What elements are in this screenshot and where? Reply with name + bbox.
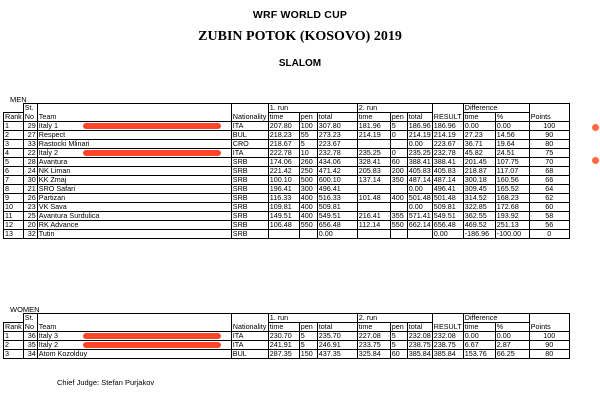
cell-rank: 5 (4, 158, 24, 167)
cell-t2: 181.96 (357, 122, 390, 131)
cell-t2 (357, 230, 390, 239)
cell-p2: 0 (390, 149, 407, 158)
cell-result: 405.83 (432, 167, 463, 176)
cell-t2: 227.08 (357, 332, 390, 341)
cell-pct: 117.07 (495, 167, 529, 176)
men-header-row-2 (4, 113, 570, 122)
cell-rank: 2 (4, 131, 24, 140)
cell-t2: 235.25 (357, 149, 390, 158)
cell-p2: 0 (390, 131, 407, 140)
table-row (4, 149, 570, 158)
cell-t1: 109.81 (268, 203, 299, 212)
cell-diff: 218.87 (463, 167, 495, 176)
cell-tot2: 238.75 (408, 340, 431, 349)
cell-result: 0.00 (432, 230, 463, 239)
cell-no: 27 (23, 131, 37, 140)
table-row (4, 140, 570, 149)
cell-diff: 6.67 (463, 341, 495, 350)
cell-diff: 153.76 (463, 350, 495, 359)
cell-pct: 24.51 (495, 149, 529, 158)
redaction-bar (83, 333, 221, 339)
cell-tot1: 223.67 (317, 140, 357, 149)
cell-t1: 100.10 (268, 176, 299, 185)
cell-result: 214.19 (432, 131, 463, 140)
team-header: Team (37, 113, 231, 122)
cell-t2 (357, 140, 390, 149)
cell-team: Atom Kozolduy (37, 350, 231, 359)
cell-t1: 241.91 (268, 341, 299, 350)
cell-p2: 350 (390, 176, 407, 185)
cell-points: 56 (529, 221, 569, 230)
redaction-bar (83, 150, 221, 156)
cell-pct: 251.13 (495, 221, 529, 230)
cell-team: NK Liman (37, 167, 231, 176)
table-row (4, 221, 570, 230)
men-header-row-1 (4, 104, 570, 113)
cell-rank: 6 (4, 167, 24, 176)
cell-no: 20 (23, 221, 37, 230)
cell-tot2: 388.41 (408, 157, 431, 166)
cell-diff: 201.45 (463, 158, 495, 167)
women-header-row-2 (4, 323, 570, 332)
women-header-row-1 (4, 314, 570, 323)
cell-p1: 55 (299, 131, 317, 140)
cell-team: KK Zmaj (37, 176, 231, 185)
cell-t2: 325.84 (357, 350, 390, 359)
cell-points: 66 (529, 176, 569, 185)
cell-rank: 8 (4, 185, 24, 194)
cell-diff: 0.00 (463, 122, 495, 131)
cell-result: 388.41 (432, 158, 463, 167)
table-row (4, 131, 570, 140)
nationality-header: Nationality (232, 322, 267, 331)
difference-header: Difference (463, 104, 529, 113)
cell-result: 487.14 (432, 176, 463, 185)
cell-t1 (268, 230, 299, 239)
cell-diff: 300.18 (463, 176, 495, 185)
cell-tot2: 571.41 (408, 211, 431, 220)
cell-nat: SRB (231, 212, 268, 221)
st-header: St. (23, 314, 37, 323)
cell-team: Respect (37, 131, 231, 140)
cell-tot1: 232.78 (317, 149, 357, 158)
cell-result: 223.67 (432, 140, 463, 149)
cell-nat: SRB (231, 185, 268, 194)
run1-header: 1. run (268, 104, 357, 113)
cell-p1: 5 (299, 332, 317, 341)
st-header: St. (23, 104, 37, 113)
cell-result: 232.78 (432, 149, 463, 158)
cell-result: 656.48 (432, 221, 463, 230)
points-header: Points (529, 323, 569, 332)
cell-tot2: 501.48 (408, 193, 431, 202)
cell-pct: 165.52 (495, 185, 529, 194)
cell-p2: 355 (390, 212, 407, 221)
cell-nat: ITA (231, 149, 268, 158)
cell-tot1: 600.10 (317, 176, 357, 185)
cell-result: 496.41 (432, 185, 463, 194)
cell-nat: SRB (231, 221, 268, 230)
cell-rank: 11 (4, 212, 24, 221)
cell-p1: 5 (299, 140, 317, 149)
cell-points: 75 (529, 149, 569, 158)
highlight-marker-icon (592, 124, 599, 131)
difference-header: Difference (463, 314, 529, 323)
cell-rank: 9 (4, 194, 24, 203)
cell-pct: 2.87 (495, 341, 529, 350)
cell-points: 0 (529, 230, 569, 239)
cell-tot1: 235.70 (317, 332, 357, 341)
cell-tot1: 496.41 (317, 185, 357, 194)
cell-rank: 10 (4, 203, 24, 212)
cell-rank: 4 (4, 149, 24, 158)
cell-result: 501.48 (432, 194, 463, 203)
cell-t2 (357, 185, 390, 194)
cell-points: 80 (529, 350, 569, 359)
table-row (4, 185, 570, 194)
time-header: time (357, 113, 390, 122)
cell-tot2: 662.14 (408, 220, 431, 229)
cell-diff: 45.82 (463, 149, 495, 158)
cell-t1: 149.51 (268, 212, 299, 221)
cell-pct: 0.00 (495, 332, 529, 341)
time-header: time (268, 113, 299, 122)
cell-t2: 233.75 (357, 341, 390, 350)
cell-pct: 168.23 (495, 194, 529, 203)
cell-nat: ITA (231, 332, 268, 341)
cell-no: 34 (23, 350, 37, 359)
cell-tot2: 0.00 (407, 185, 432, 194)
cell-tot2: 405.83 (408, 166, 431, 175)
cell-points: 80 (529, 140, 569, 149)
cell-p2 (390, 203, 407, 212)
cell-nat: BUL (231, 131, 268, 140)
cell-team: Tutin (37, 230, 231, 239)
cell-rank: 1 (4, 332, 24, 341)
cell-p2: 550 (390, 221, 407, 230)
men-section-label: MEN (10, 95, 27, 104)
cell-no: 26 (23, 194, 37, 203)
cell-tot1: 516.33 (317, 194, 357, 203)
cell-p1: 10 (299, 149, 317, 158)
cell-t1: 174.06 (268, 158, 299, 167)
time-header: time (463, 113, 495, 122)
cell-tot1: 434.06 (317, 158, 357, 167)
cell-points: 70 (529, 158, 569, 167)
cell-nat: SRB (231, 158, 268, 167)
rank-header: Rank (5, 112, 22, 121)
cell-tot1: 471.42 (317, 167, 357, 176)
cell-tot2: 214.19 (408, 130, 431, 139)
cell-p2: 5 (390, 341, 407, 350)
redaction-bar (83, 123, 221, 129)
cell-pct: 160.56 (495, 176, 529, 185)
cell-tot1: 509.81 (317, 203, 357, 212)
table-row (4, 176, 570, 185)
cell-team: VK Sava (37, 203, 231, 212)
cell-p1: 500 (299, 176, 317, 185)
pct-header: % (495, 323, 529, 332)
cell-tot1: 437.35 (317, 350, 357, 359)
cell-diff: -186.96 (463, 230, 495, 239)
redaction-bar (83, 342, 221, 348)
cell-p2: 400 (390, 194, 407, 203)
cell-no: 24 (23, 167, 37, 176)
run2-header: 2. run (357, 104, 432, 113)
pen-header: pen (390, 113, 407, 122)
cell-diff: 36.71 (463, 140, 495, 149)
cell-rank: 7 (4, 176, 24, 185)
cell-pct: 193.92 (495, 212, 529, 221)
cell-diff: 469.52 (463, 221, 495, 230)
cell-points: 60 (529, 203, 569, 212)
cell-nat: SRB (231, 167, 268, 176)
cell-team: Italy 3 (37, 332, 231, 341)
cell-t1: 196.41 (268, 185, 299, 194)
cell-nat: CRO (231, 140, 268, 149)
cell-tot1: 0.00 (317, 230, 357, 239)
cell-nat: ITA (231, 122, 268, 131)
cell-t1: 222.78 (268, 149, 299, 158)
cell-t1: 230.70 (268, 332, 299, 341)
cell-t1: 221.42 (268, 167, 299, 176)
men-results-table (3, 103, 570, 239)
discipline-title: SLALOM (278, 58, 322, 69)
cell-p2: 5 (390, 122, 407, 131)
cell-nat: SRB (231, 230, 268, 239)
cell-t1: 106.48 (268, 221, 299, 230)
cell-t1: 218.67 (268, 140, 299, 149)
cell-nat: SRB (231, 194, 268, 203)
cell-result: 186.96 (432, 122, 463, 131)
cell-p2 (390, 230, 407, 239)
cell-p1: 300 (299, 185, 317, 194)
cell-no: 29 (23, 122, 37, 131)
event-title: ZUBIN POTOK (KOSOVO) 2019 (198, 29, 402, 44)
cell-p1: 400 (299, 203, 317, 212)
table-row (4, 230, 570, 239)
result-header: RESULT (433, 322, 462, 331)
cell-rank: 3 (4, 140, 24, 149)
cell-no: 23 (23, 203, 37, 212)
cell-points: 64 (529, 185, 569, 194)
cell-t2: 328.41 (357, 158, 390, 167)
table-row (4, 350, 570, 359)
pen-header: pen (299, 113, 317, 122)
cell-no: 21 (23, 185, 37, 194)
points-header: Points (529, 113, 569, 122)
cell-pct: -100.00 (495, 230, 529, 239)
rank-header: Rank (5, 322, 22, 331)
cell-t2: 216.41 (357, 212, 390, 221)
cell-t1: 287.35 (268, 350, 299, 359)
cell-pct: 0.00 (495, 122, 529, 131)
cell-t2: 112.14 (357, 221, 390, 230)
cell-p1 (299, 230, 317, 239)
cell-t1: 218.23 (268, 131, 299, 140)
run1-header: 1. run (268, 314, 357, 323)
cell-team: Partizan (37, 194, 231, 203)
highlight-marker-icon (592, 157, 599, 164)
cell-rank: 3 (4, 350, 24, 359)
total-header: total (317, 113, 357, 122)
cell-pct: 14.56 (495, 131, 529, 140)
cell-tot1: 273.23 (317, 131, 357, 140)
cell-result: 509.81 (432, 203, 463, 212)
cell-team: SRO Safari (37, 185, 231, 194)
cell-rank: 2 (4, 341, 24, 350)
cell-p1: 5 (299, 341, 317, 350)
no-header: No (23, 113, 37, 122)
cell-t2 (357, 203, 390, 212)
cell-diff: 314.52 (463, 194, 495, 203)
cell-team: Italy 2 (37, 149, 231, 158)
cell-diff: 27.23 (463, 131, 495, 140)
cell-no: 25 (23, 212, 37, 221)
cell-t1: 116.33 (268, 194, 299, 203)
time-header: time (268, 323, 299, 332)
total-header: total (407, 113, 432, 122)
cell-team: RK Advance (37, 221, 231, 230)
cell-tot2 (407, 230, 432, 239)
cell-diff: 0.00 (463, 332, 495, 341)
cell-points: 68 (529, 167, 569, 176)
cell-t1: 207.80 (268, 122, 299, 131)
cell-rank: 1 (4, 122, 24, 131)
cell-points: 100 (529, 332, 569, 341)
cell-t2: 137.14 (357, 176, 390, 185)
cell-p2 (390, 140, 407, 149)
cell-p2 (390, 185, 407, 194)
cell-pct: 19.64 (495, 140, 529, 149)
cell-nat: SRB (231, 176, 268, 185)
cell-tot2: 487.14 (408, 175, 431, 184)
pen-header: pen (299, 323, 317, 332)
cell-points: 100 (529, 122, 569, 131)
cell-p1: 150 (299, 350, 317, 359)
competition-title: WRF WORLD CUP (252, 9, 348, 21)
table-row (4, 212, 570, 221)
cell-pct: 66.25 (495, 350, 529, 359)
cell-tot2: 385.84 (408, 349, 431, 358)
cell-tot1: 549.51 (317, 212, 357, 221)
pct-header: % (495, 113, 529, 122)
cell-rank: 13 (4, 230, 24, 239)
cell-no: 35 (23, 341, 37, 350)
cell-t2: 214.19 (357, 131, 390, 140)
cell-tot1: 656.48 (317, 221, 357, 230)
cell-no: 22 (23, 149, 37, 158)
cell-points: 62 (529, 194, 569, 203)
chief-judge: Chief Judge: Stefan Purjakov (57, 378, 155, 387)
cell-points: 90 (529, 341, 569, 350)
no-header: No (23, 323, 37, 332)
cell-no: 33 (23, 140, 37, 149)
cell-nat: SRB (231, 203, 268, 212)
table-row (4, 332, 570, 341)
cell-result: 232.08 (432, 332, 463, 341)
cell-team: Avantura Surdulica (37, 212, 231, 221)
cell-no: 28 (23, 158, 37, 167)
result-header: RESULT (433, 112, 462, 121)
cell-tot2: 232.08 (408, 331, 431, 340)
women-results-table (3, 313, 570, 359)
cell-t2: 205.83 (357, 167, 390, 176)
cell-tot1: 307.80 (317, 122, 357, 131)
cell-team: Avantura (37, 158, 231, 167)
cell-diff: 309.45 (463, 185, 495, 194)
table-row (4, 341, 570, 350)
cell-tot1: 246.91 (317, 341, 357, 350)
cell-t2: 101.48 (357, 194, 390, 203)
women-section-label: WOMEN (10, 305, 40, 314)
cell-points: 58 (529, 212, 569, 221)
cell-team: Italy 2 (37, 341, 231, 350)
pen-header: pen (390, 323, 407, 332)
total-header: total (317, 323, 357, 332)
table-row (4, 194, 570, 203)
cell-p2: 60 (390, 158, 407, 167)
cell-team: Rastocki Mlinari (37, 140, 231, 149)
cell-nat: BUL (231, 350, 268, 359)
cell-p1: 250 (299, 167, 317, 176)
cell-p2: 60 (390, 350, 407, 359)
cell-result: 385.84 (432, 350, 463, 359)
cell-p1: 400 (299, 194, 317, 203)
cell-p2: 200 (390, 167, 407, 176)
cell-pct: 172.68 (495, 203, 529, 212)
cell-team: Italy 1 (37, 122, 231, 131)
cell-no: 36 (23, 332, 37, 341)
cell-diff: 362.55 (463, 212, 495, 221)
cell-no: 32 (23, 230, 37, 239)
cell-pct: 107.75 (495, 158, 529, 167)
cell-p1: 550 (299, 221, 317, 230)
total-header: total (407, 323, 432, 332)
cell-diff: 322.85 (463, 203, 495, 212)
table-row (4, 122, 570, 131)
cell-tot2: 0.00 (407, 140, 432, 149)
nationality-header: Nationality (232, 112, 267, 121)
cell-p1: 260 (299, 158, 317, 167)
cell-tot2: 186.96 (408, 121, 431, 130)
cell-result: 238.75 (432, 341, 463, 350)
time-header: time (357, 323, 390, 332)
cell-tot2: 0.00 (407, 203, 432, 212)
table-row (4, 203, 570, 212)
cell-rank: 12 (4, 221, 24, 230)
cell-p2: 5 (390, 332, 407, 341)
cell-result: 549.51 (432, 212, 463, 221)
cell-tot2: 235.25 (408, 148, 431, 157)
cell-nat: ITA (231, 341, 268, 350)
cell-p1: 100 (299, 122, 317, 131)
cell-no: 30 (23, 176, 37, 185)
table-row (4, 158, 570, 167)
cell-points: 90 (529, 131, 569, 140)
cell-p1: 400 (299, 212, 317, 221)
run2-header: 2. run (357, 314, 432, 323)
table-row (4, 167, 570, 176)
team-header: Team (37, 323, 231, 332)
time-header: time (463, 323, 495, 332)
